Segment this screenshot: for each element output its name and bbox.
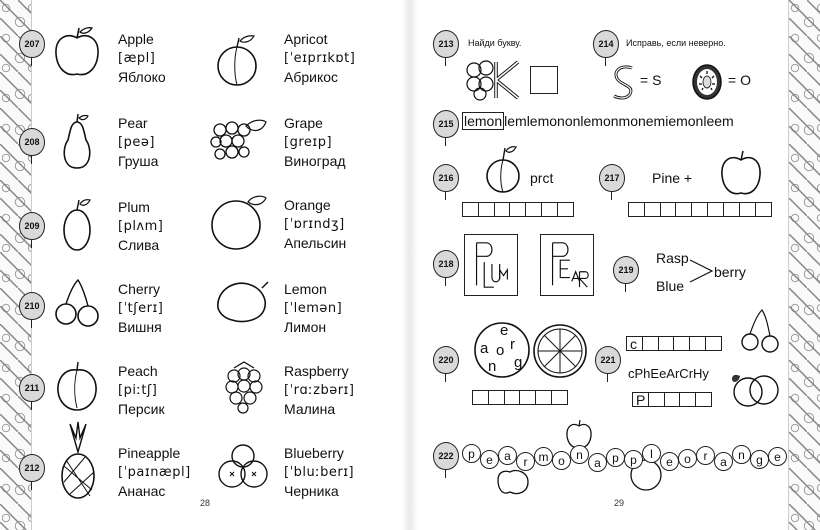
word-entry <box>118 30 166 87</box>
english-word: Pear <box>118 115 148 131</box>
answer-cell[interactable] <box>509 202 526 217</box>
apricot-icon <box>484 142 522 196</box>
letter-bead: p <box>462 444 481 463</box>
task-balloon: 208 <box>18 128 46 162</box>
letter-string-rest: lemlemononlemonmonemiemonleem <box>504 113 734 129</box>
letter-bead: n <box>570 445 589 464</box>
letter-k-raspberry-icon <box>462 58 522 102</box>
transcription: [ˈtʃerɪ] <box>118 301 164 316</box>
word-entry <box>284 114 346 171</box>
letter-bead: o <box>552 451 571 470</box>
answer-cells[interactable] <box>628 202 770 217</box>
answer-cell[interactable] <box>628 202 645 217</box>
russian-word: Ананас <box>118 483 166 499</box>
plum-icon <box>60 196 94 254</box>
grape-icon <box>206 114 268 166</box>
apple-icon <box>718 148 764 198</box>
transcription: [ˈɒrɪndʒ] <box>284 217 345 232</box>
page-number: 28 <box>200 498 211 508</box>
task-balloon: 216 <box>432 164 460 198</box>
right-margin-doodles <box>788 0 820 530</box>
connector-lines <box>688 256 714 286</box>
word-entry <box>118 280 163 337</box>
english-word: Plum <box>118 199 150 215</box>
answer-cell[interactable] <box>642 336 659 351</box>
answer-cell[interactable] <box>644 202 661 217</box>
blueberry-icon <box>216 440 272 492</box>
task-balloon: 215 <box>432 110 460 144</box>
orange-icon <box>208 192 268 252</box>
letter-bead: a <box>588 453 607 472</box>
russian-word: Слива <box>118 237 160 253</box>
word-entry <box>118 444 191 501</box>
english-word: Lemon <box>284 281 327 297</box>
answer-cell[interactable] <box>535 390 552 405</box>
word-entry <box>284 30 355 87</box>
letter-bead: e <box>660 452 679 471</box>
letter-bead: a <box>498 446 517 465</box>
answer-cell[interactable] <box>691 202 708 217</box>
task-balloon: 214 <box>592 30 620 64</box>
russian-word: Персик <box>118 401 165 417</box>
task-balloon: 221 <box>594 346 622 380</box>
letter-bead: p <box>624 450 643 469</box>
letter-string <box>462 113 734 129</box>
task-balloon: 209 <box>18 212 46 246</box>
scrambled-letter: e <box>500 322 509 339</box>
russian-word: Черника <box>284 483 339 499</box>
word-entry <box>284 444 354 501</box>
word-part-top: Rasp <box>656 250 689 266</box>
russian-word: Виноград <box>284 153 346 169</box>
answer-cell[interactable] <box>755 202 772 217</box>
task-balloon: 219 <box>612 256 640 290</box>
given-letter: P <box>636 392 646 408</box>
answer-cell[interactable] <box>679 392 696 407</box>
raspberry-icon <box>222 358 266 414</box>
answer-cell[interactable] <box>551 390 568 405</box>
banana-s-icon <box>610 62 638 102</box>
scrambled-letter: a <box>480 340 489 357</box>
russian-word: Абрикос <box>284 69 339 85</box>
russian-word: Малина <box>284 401 336 417</box>
page-number: 29 <box>614 498 625 508</box>
task-instruction: Найди букву. <box>468 38 522 48</box>
transcription: [greɪp] <box>284 135 333 150</box>
cherry-icon <box>738 306 782 354</box>
answer-cell[interactable] <box>488 390 505 405</box>
word-entry <box>284 280 342 337</box>
task-word: prct <box>530 170 554 186</box>
transcription: [plʌm] <box>118 219 164 234</box>
russian-word: Лимон <box>284 319 327 335</box>
task-balloon: 212 <box>18 454 46 488</box>
task-balloon: 218 <box>432 250 460 284</box>
pear-letters-box <box>540 234 594 296</box>
scrambled-letter: n <box>488 358 497 375</box>
given-letter: c <box>630 336 637 352</box>
answer-cell[interactable] <box>541 202 558 217</box>
answer-cell[interactable] <box>557 202 574 217</box>
task-instruction: Исправь, если неверно. <box>626 38 726 48</box>
cherry-icon <box>50 276 104 328</box>
task-balloon: 210 <box>18 292 46 326</box>
answer-cell[interactable] <box>504 390 521 405</box>
letter-bead: r <box>696 446 715 465</box>
answer-cell[interactable] <box>462 202 479 217</box>
pineapple-icon <box>56 420 100 500</box>
english-word: Apple <box>118 31 154 47</box>
russian-word: Яблоко <box>118 69 166 85</box>
left-margin-doodles <box>0 0 32 530</box>
word-entry <box>118 362 165 419</box>
peach-icon <box>728 368 782 410</box>
answer-box[interactable] <box>530 66 558 94</box>
answer-cell[interactable] <box>705 336 722 351</box>
letter-bead: e <box>480 450 499 469</box>
word-entry <box>284 196 346 253</box>
letter-bead: r <box>516 452 535 471</box>
scrambled-letter: o <box>496 342 505 359</box>
equation-text: = O <box>728 72 751 88</box>
answer-cells-first[interactable] <box>626 336 721 351</box>
scrambled-word: cPhEeArCrHy <box>628 366 709 381</box>
english-word: Blueberry <box>284 445 344 461</box>
task-balloon: 220 <box>432 346 460 380</box>
answer-cell[interactable] <box>660 202 677 217</box>
transcription: [ˈpaɪnæpl] <box>118 465 191 480</box>
answer-cell[interactable] <box>689 336 706 351</box>
russian-word: Апельсин <box>284 235 347 251</box>
peach-icon <box>54 358 100 412</box>
answer-cell[interactable] <box>519 390 536 405</box>
english-word: Cherry <box>118 281 161 297</box>
word-entry <box>284 362 354 419</box>
answer-cell[interactable] <box>673 336 690 351</box>
task-balloon: 213 <box>432 30 460 64</box>
kiwi-o-icon <box>690 62 724 102</box>
apple-icon <box>52 24 102 80</box>
answer-cell[interactable] <box>525 202 542 217</box>
letter-bead: p <box>606 448 625 467</box>
book-gutter <box>402 0 418 530</box>
word-suffix: berry <box>714 264 746 280</box>
task-balloon: 217 <box>598 164 626 198</box>
letter-bead: l <box>642 444 661 463</box>
answer-cell[interactable] <box>648 392 665 407</box>
letter-bead: g <box>750 450 769 469</box>
orange-slice-icon <box>532 322 588 380</box>
transcription: [piːtʃ] <box>118 383 158 398</box>
highlighted-word: lemon <box>464 113 503 129</box>
pear-icon <box>58 112 96 172</box>
answer-cell[interactable] <box>707 202 724 217</box>
english-word: Pineapple <box>118 445 181 461</box>
scrambled-letter: g <box>514 354 523 371</box>
word-entry <box>118 114 158 171</box>
task-balloon: 211 <box>18 374 46 408</box>
answer-cell[interactable] <box>695 392 712 407</box>
word-part-bottom: Blue <box>656 278 685 294</box>
russian-word: Груша <box>118 153 159 169</box>
english-word: Raspberry <box>284 363 349 379</box>
answer-cell[interactable] <box>478 202 495 217</box>
answer-cell[interactable] <box>494 202 511 217</box>
letter-bead: o <box>678 449 697 468</box>
word-entry <box>118 198 163 255</box>
transcription: [ˈbluːberɪ] <box>284 465 355 480</box>
answer-cells[interactable] <box>462 202 573 217</box>
apricot-icon <box>212 30 262 88</box>
english-word: Peach <box>118 363 158 379</box>
transcription: [æpl] <box>118 51 156 66</box>
answer-cells[interactable] <box>472 390 567 405</box>
task-balloon: 207 <box>18 30 46 64</box>
letter-bead: n <box>732 445 751 464</box>
lemon-icon <box>212 278 270 324</box>
letter-bead: e <box>768 447 787 466</box>
russian-word: Вишня <box>118 319 162 335</box>
answer-cell[interactable] <box>675 202 692 217</box>
answer-cell[interactable] <box>723 202 740 217</box>
letter-beads <box>462 444 786 470</box>
english-word: Orange <box>284 197 331 213</box>
scrambled-letter: r <box>510 336 515 353</box>
transcription: [peə] <box>118 135 155 150</box>
transcription: [ˈrɑːzbərɪ] <box>284 383 355 398</box>
english-word: Apricot <box>284 31 328 47</box>
task-word: Pine + <box>652 170 693 186</box>
letter-bead: m <box>534 447 553 466</box>
transcription: [ˈlemən] <box>284 301 343 316</box>
plum-letters-box <box>464 234 518 296</box>
answer-cell[interactable] <box>472 390 489 405</box>
english-word: Grape <box>284 115 323 131</box>
equation-text: = S <box>640 72 662 88</box>
transcription: [ˈeɪprɪkɒt] <box>284 51 356 66</box>
answer-cell[interactable] <box>658 336 675 351</box>
answer-cell[interactable] <box>664 392 681 407</box>
task-balloon: 222 <box>432 442 460 476</box>
answer-cell[interactable] <box>739 202 756 217</box>
letter-bead: a <box>714 452 733 471</box>
